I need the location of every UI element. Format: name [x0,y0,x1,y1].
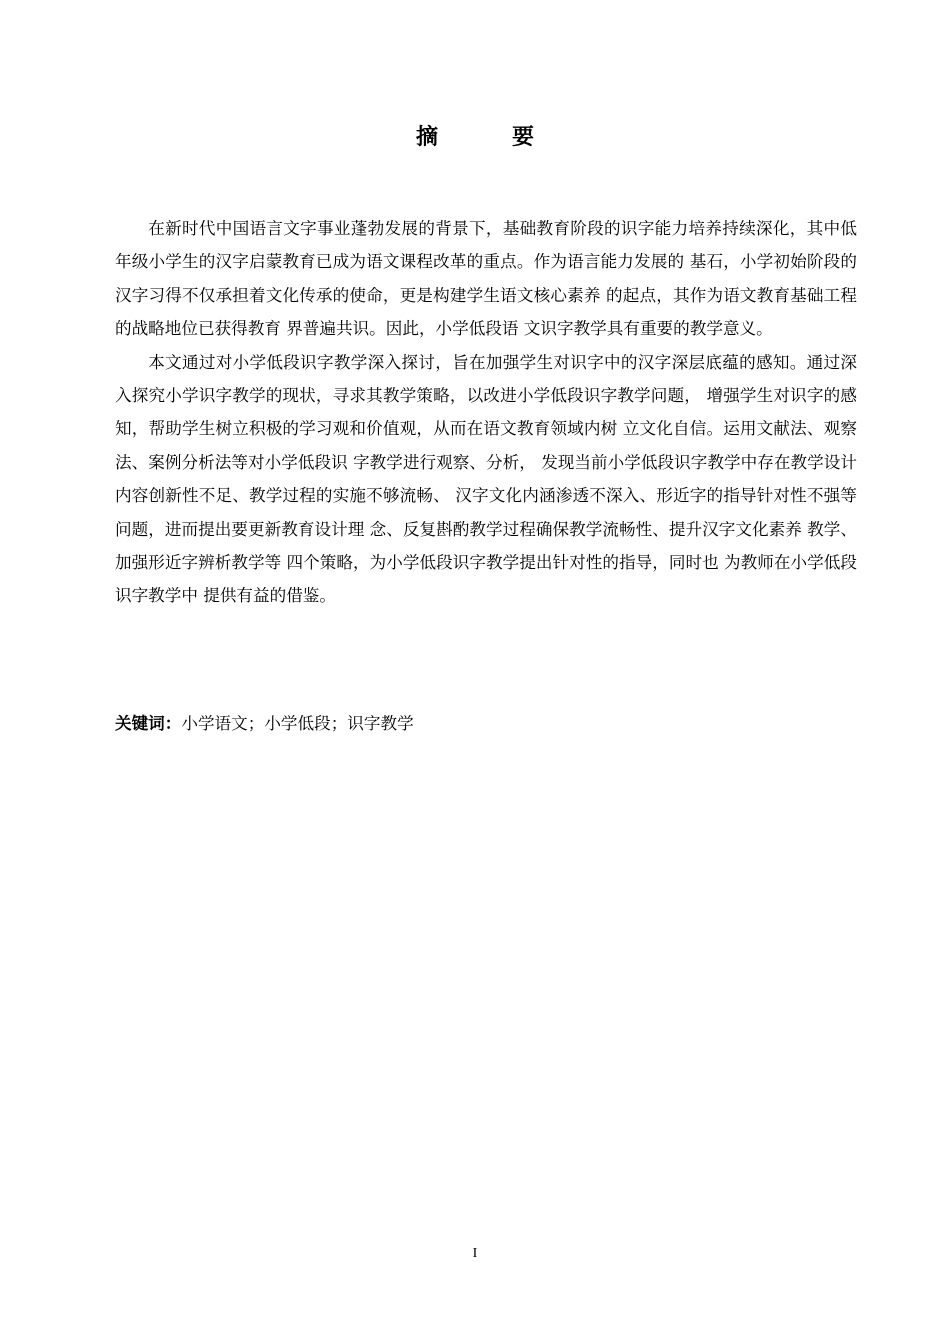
keywords-line [115,707,857,740]
page-title: 摘 要 [415,125,560,150]
page-number: I [472,1246,478,1261]
abstract-paragraph: 在新时代中国语言文字事业蓬勃发展的背景下，基础教育阶段的识字能力培养持续深化，其中低年级小学生的汉字启蒙教育已成为语文课程改革的重点。作为语言能力发展的 基石，小学初始阶段的汉字习得不仅承担着文化传承的使命，更是构建学生语文核心素养 的起点，其作为语文教育基础工程的战略地位已获得教育 界普遍共识。因此，小学低段语 文识字教学具有重要的教学意义。 [115,219,857,339]
keywords-value: 小学语文；小学低段；识字教学 [181,714,414,733]
abstract-paragraph: 本文通过对小学低段识字教学深入探讨，旨在加强学生对识字中的汉字深层底蕴的感知。通过深入探究小学识字教学的现状，寻求其教学策略，以改进小学低段识字教学问题， 增强学生对识字的感知，帮助学生树立积极的学习观和价值观，从而在语文教育领域内树 立文化自信。运用文献法、观察法、案例分析法等对小学低段识 字教学进行观察、分析， 发现当前小学低段识字教学中存在教学设计内容创新性不足、教学过程的实施不够流畅、 汉字文化内涵渗透不深入、形近字的指导针对性不强等问题，进而提出要更新教育设计理 念、反复斟酌教学过程确保教学流畅性、提升汉字文化素养 教学、加强形近字辨析教学等 四个策略，为小学低段识字教学提出针对性的指导，同时也 为教师在小学低段识字教学中 提供有益的借鉴。 [115,352,857,606]
abstract-body [115,212,857,613]
keywords-label: 关键词： [115,714,182,733]
